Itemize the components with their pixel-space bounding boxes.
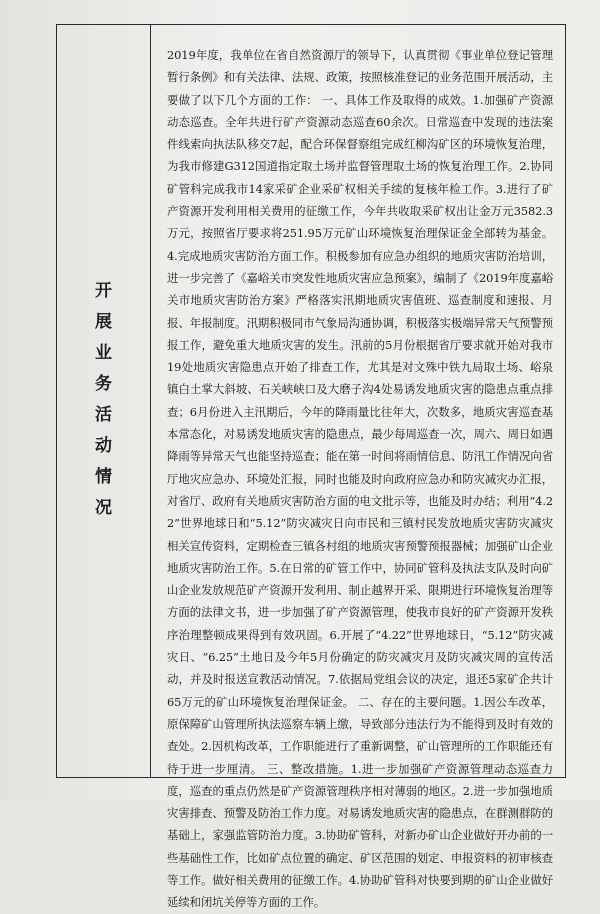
section-label-cell <box>57 25 151 777</box>
report-body-text: 2019年度，我单位在省自然资源厅的领导下，认真贯彻《事业单位登记管理暂行条例》和有关法律、法规、政策，按照核准登记的业务范围开展活动，主要做了以下几个方面的工作： 一、具体工作及取得的成效。1.加强矿产资源动态巡查。全年共进行矿产资源动态巡查60余次。日常巡查中发现的违法案件线索向执法队移交7起，配合环保督察组完成红柳沟矿区的环境恢复治理，为我市修建G312国道指定取土场并监督管理取土场的恢复治理工作。2.协同矿管科完成我市14家采矿企业采矿权相关手续的复核年检工作。3.进行了矿产资源开发利用相关费用的征缴工作，今年共收取采矿权出让金万元3582.3万元，按照省厅要求将251.95万元矿山环境恢复治理保证金全部转为基金。4.完成地质灾害防治方面工作。积极参加有应急办组织的地质灾害防治培训，进一步完善了《嘉峪关市突发性地质灾害应急预案》，编制了《2019年度嘉峪关市地质灾害防治方案》严格落实汛期地质灾害值班、巡查制度和速报、月报、年报制度。汛期积极同市气象局沟通协调，积极落实极端异常天气预警预报工作，避免重大地质灾害的发生。汛前的5月份根据省厅要求就开始对我市19处地质灾害隐患点开始了排查工作，尤其是对文殊中铁九局取土场、峪泉镇白土掌大斜坡、石关峡峡口及大磨子沟4处易诱发地质灾害的隐患点重点排查；6月份进入主汛期后，今年的降雨量比往年大，次数多，地质灾害巡查基本常态化，对易诱发地质灾害的隐患点，最少每周巡查一次，周六、周日如遇降雨等异常天气也能坚持巡查；能在第一时间将雨情信息、防汛工作情况向省厅地灾应急办、环境处汇报，同时也能及时向政府应急办和防灾减灾办汇报，对省厅、政府有关地质灾害防治方面的电文批示等，也能及时办结；利用“4.22”世界地球日和“5.12”防灾减灾日向市民和三镇村民发放地质灾害防灾减灾相关宣传资料，定期检查三镇各村组的地质灾害预警预报器械；加强矿山企业地质灾害防治工作。5.在日常的矿管工作中，协同矿管科及执法支队及时向矿山企业发放规范矿产资源开发利用、制止越界开采、限期进行环境恢复治理等方面的法律文书，进一步加强了矿产资源管理，使我市良好的矿产资源开发秩序治理整顿成果得到有效巩固。6.开展了“4.22”世界地球日，“5.12”防灾减灾日、“6.25”土地日及今年5月份确定的防灾减灾月及防灾减灾周的宣传活动，并及时报送宣教活动情况。7.依据局党组会议的决定，退还5家矿企共计65万元的矿山环境恢复治理保证金。 二、存在的主要问题。1.因公车改革，原保障矿山管理所执法巡察车辆上缴，导致部分违法行为不能得到及时有效的查处。2.因机构改革，工作职能进行了重新调整，矿山管理所的工作职能还有待于进一步厘清。 三、整改措施。1.进一步加强矿产资源管理动态巡查力度，巡查的重点仍然是矿产资源管理秩序相对薄弱的地区。2.进一步加强地质灾害排查、预警及防治工作力度。对易诱发地质灾害的隐患点，在群测群防的基础上，家强监管防治力度。3.协助矿管科，对新办矿山企业做好开办前的一些基础性工作，比如矿点位置的确定、矿区范围的划定、申报资料的初审核查等工作。做好相关费用的征缴工作。4.协助矿管科对快要到期的矿山企业做好延续和闭坑关停等方面的工作。 <box>167 48 553 910</box>
section-content-cell <box>151 25 565 910</box>
section-label: 开展业务活动情况 <box>95 281 112 518</box>
form-table <box>56 24 566 910</box>
